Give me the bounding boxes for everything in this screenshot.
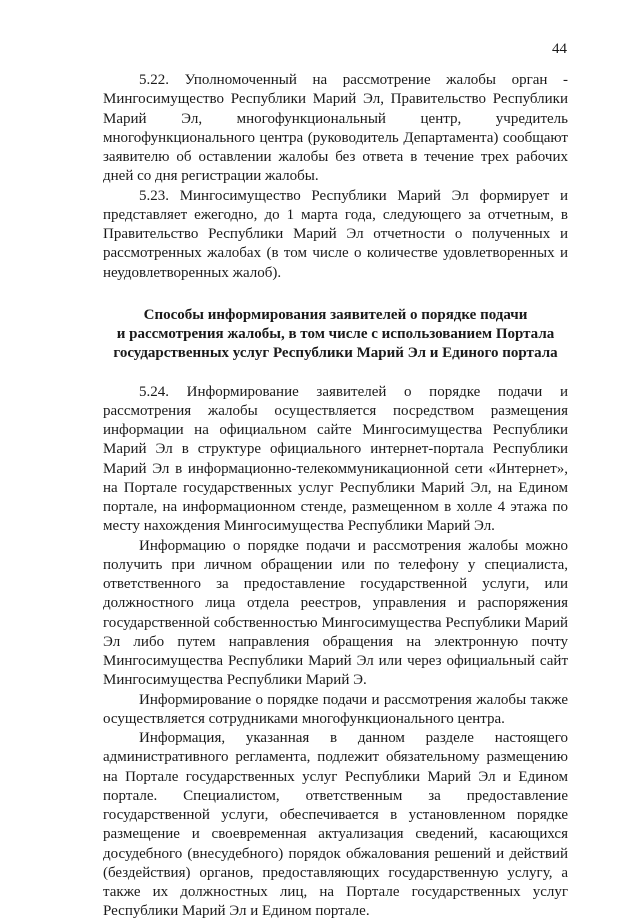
paragraph-5-24: 5.24. Информирование заявителей о порядке подачи и рассмотрения жалобы осуществляется посредством размещения информации на официальном сайте Мингосимущества Республики Марий Эл в структуре официального интернет-портала Республики Марий Эл в информационно-телекоммуникационной сети «Интернет», на Портале государственных услуг Республики Марий Эл, на Едином портале, на информационном стенде, размещенном в холле 4 этажа по месту нахождения Мингосимущества Республики Марий Эл. [103,383,568,535]
paragraph-5-22: 5.22. Уполномоченный на рассмотрение жалобы орган - Мингосимущество Республики Марий Эл, Правительство Республики Марий Эл, многофункциональный центр, учредитель многофункционального центра (руководитель Департамента) сообщают заявителю об оставлении жалобы без ответа в течение трех рабочих дней со дня регистрации жалобы. [103,72,568,185]
paragraph-mfc-info: Информирование о порядке подачи и рассмотрения жалобы также осуществляется сотрудниками многофункционального центра. [103,691,568,727]
section-heading-line: государственных услуг Республики Марий Эл и Единого портала [113,345,558,362]
paragraph-5-23: 5.23. Мингосимущество Республики Марий Эл формирует и представляет ежегодно, до 1 марта года, следующего за отчетным, в Правительство Республики Марий Эл отчетности о полученных и рассмотренных жалобах (в том числе о количестве удовлетворенных и неудовлетворенных жалоб). [103,187,568,281]
section-heading [103,306,568,364]
document-body [103,71,568,922]
paragraph-portal-placement: Информация, указанная в данном разделе настоящего административного регламента, подлежит обязательному размещению на Портале государственных услуг Республики Марий Эл и Едином портале. Специалистом, ответственным за предоставление государственной услуги, обеспечивается в установленном порядке размещение и своевременная актуализация сведений, касающихся досудебного (внесудебного) порядок обжалования решений и действий (бездействия) органов, предоставляющих государственную услугу, а также их должностных лиц, на Портале государственных услуг Республики Марий Эл и Едином портале. [103,730,568,920]
section-heading-line: Способы информирования заявителей о порядке подачи [143,306,528,323]
page-number: 44 [552,41,567,57]
paragraph-info-contact: Информацию о порядке подачи и рассмотрения жалобы можно получить при личном обращении или по телефону у специалиста, ответственного за предоставление государственной услуги, или должностного лица отдела реестров, управления и распоряжения государственной собственностью Мингосимущества Республики Марий Эл либо путем направления обращения на электронную почту Мингосимущества Республики Марий Эл или через официальный сайт Мингосимущества Республики Марий Э. [103,537,568,689]
section-heading-line: и рассмотрения жалобы, в том числе с использованием Портала [116,326,555,342]
